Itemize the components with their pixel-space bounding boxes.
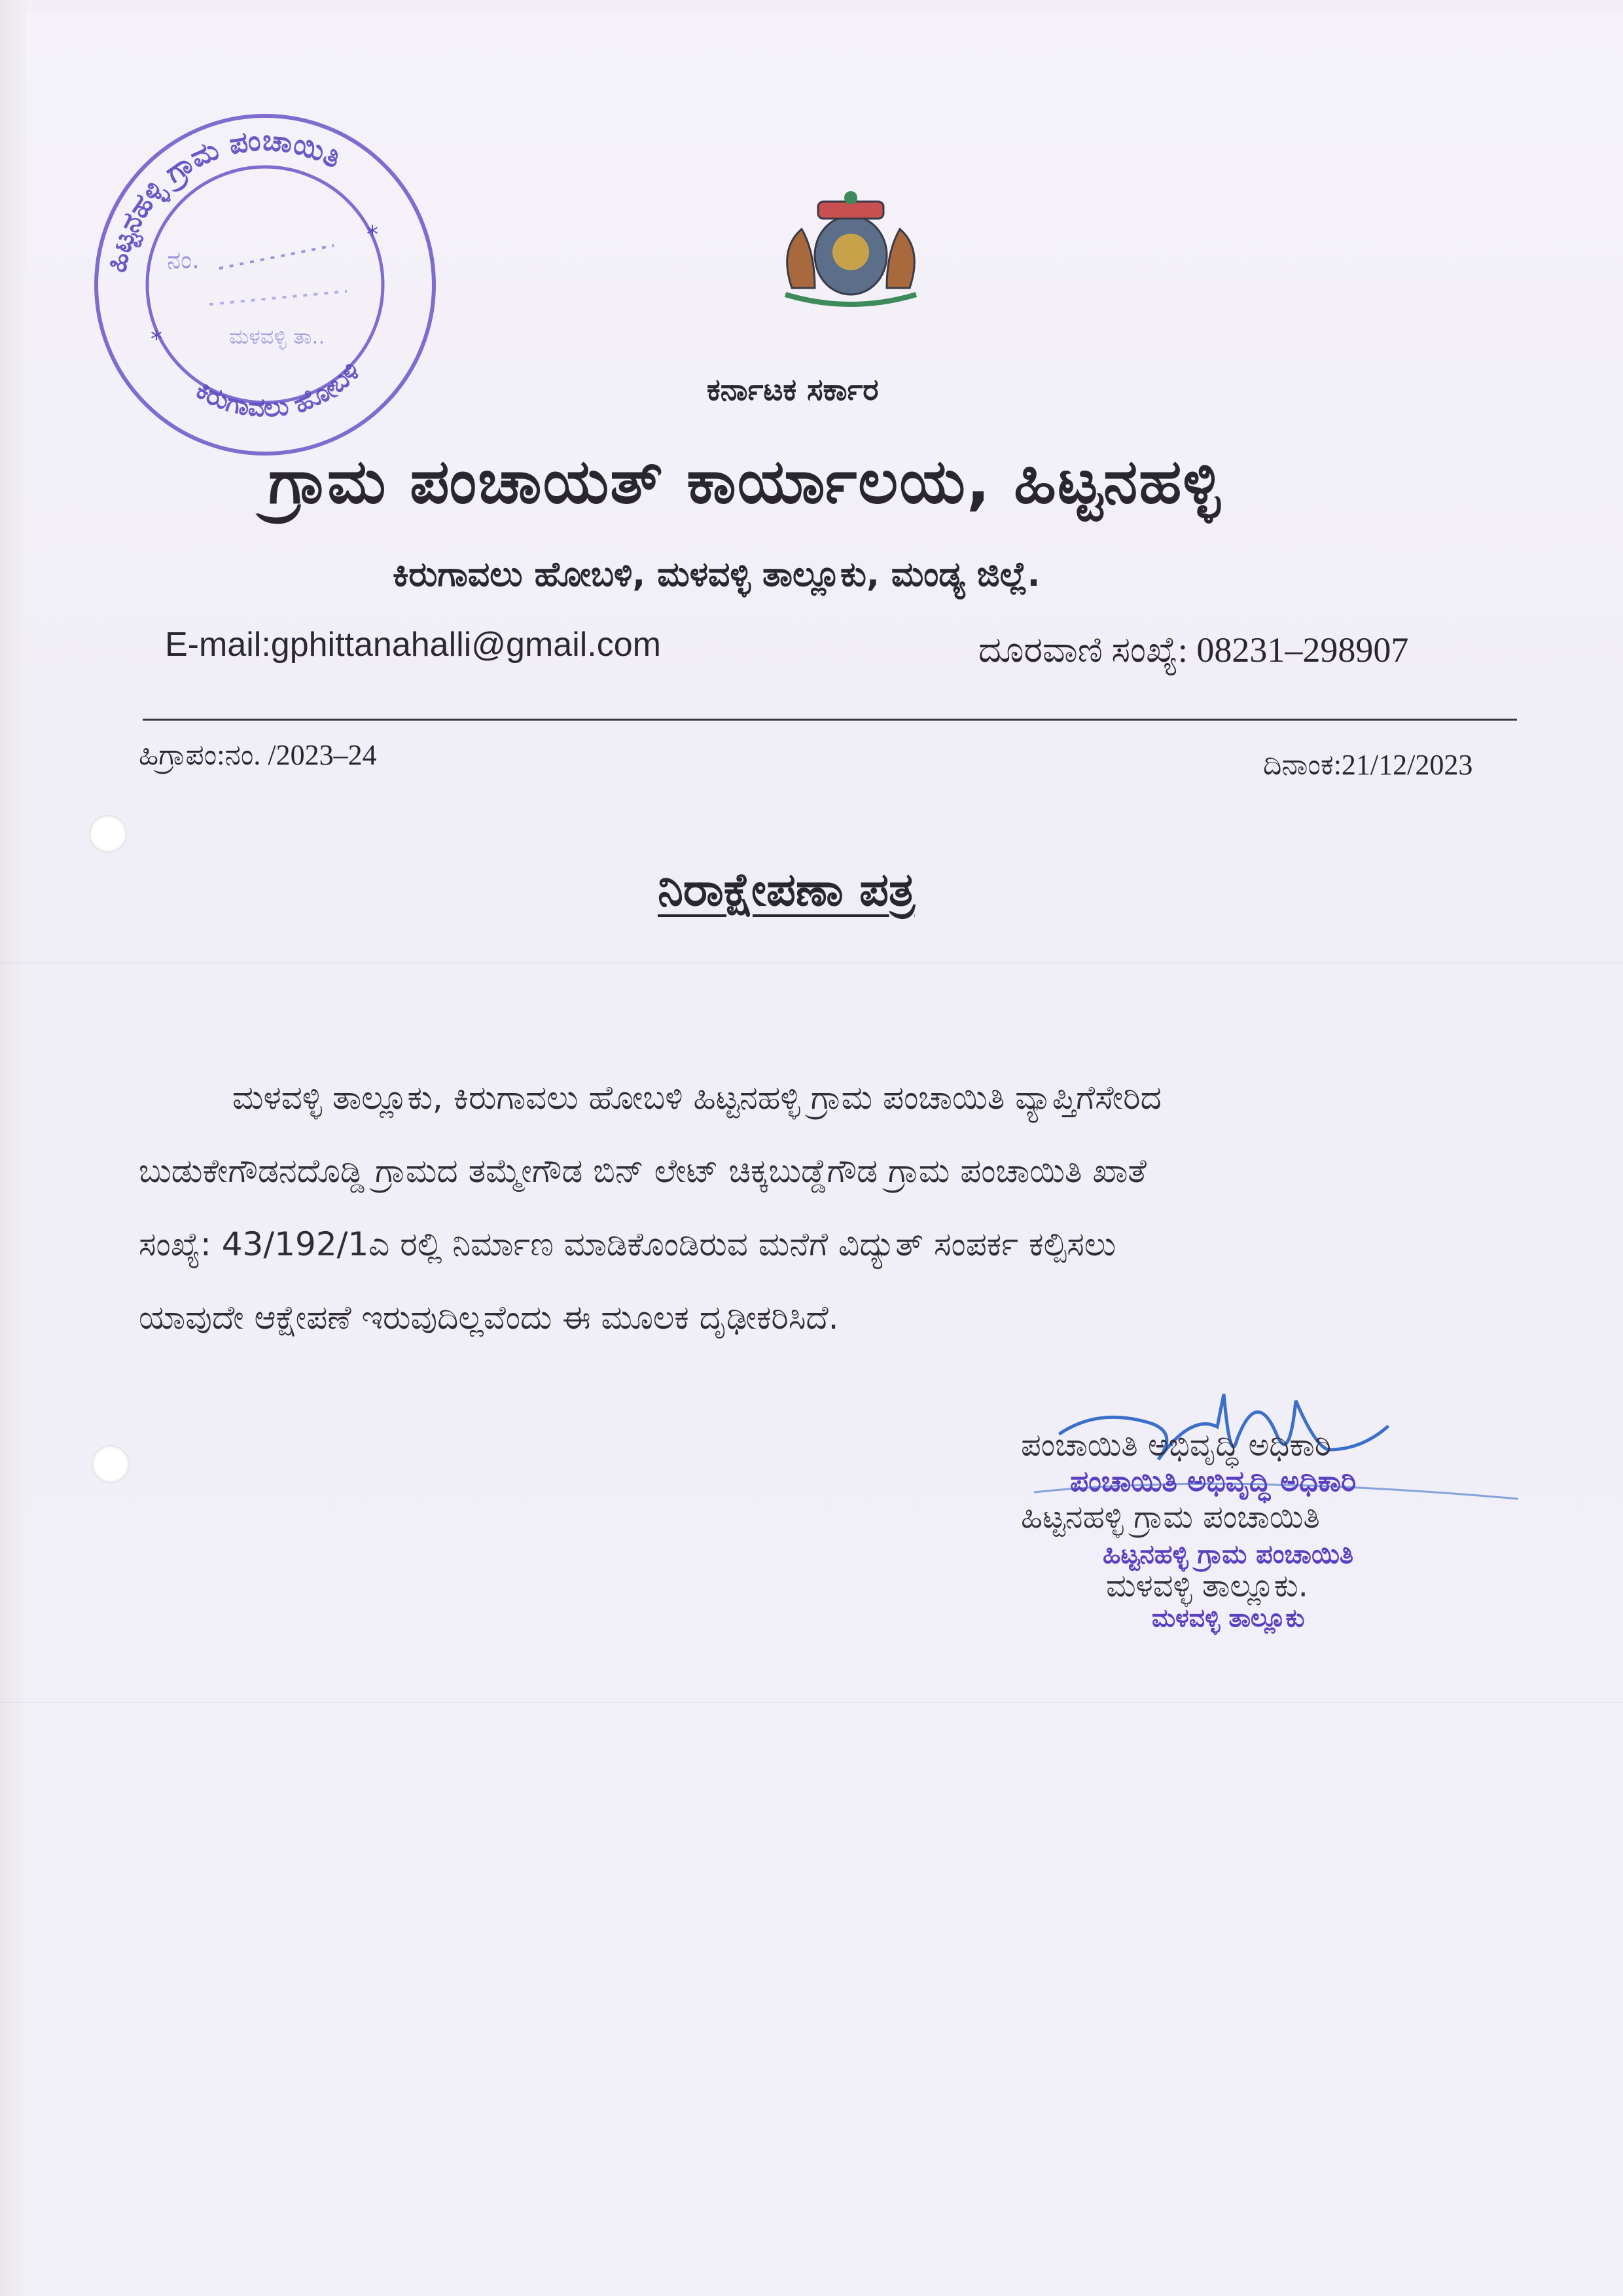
- svg-text:ಕಿರುಗಾವಲು ಹೋಬಳಿ: [190, 356, 366, 423]
- stamp-inner-no: ನಂ.: [167, 245, 200, 274]
- office-round-stamp: [79, 95, 452, 461]
- office-address: ಕಿರುಗಾವಲು ಹೋಬಳಿ, ಮಳವಳ್ಳಿ ತಾಲ್ಲೂಕು, ಮಂಡ್ಯ ಜಿಲ್ಲೆ.: [393, 555, 1041, 594]
- svg-text:ಹಿಟ್ಟನಹಳ್ಳಿ ಗ್ರಾಮ ಪಂಚಾಯಿತಿ: [99, 124, 346, 275]
- government-heading: ಕರ್ನಾಟಕ ಸರ್ಕಾರ: [707, 372, 879, 407]
- signatory-office: ಹಿಟ್ಟನಹಳ್ಳಿ ಗ್ರಾಮ ಪಂಚಾಯಿತಿ: [1021, 1499, 1320, 1535]
- stamp-inner-line: ಮಳವಳ್ಳಿ ತಾ..: [229, 324, 325, 349]
- seal-stamp-line: ಹಿಟ್ಟನಹಳ್ಳಿ ಗ್ರಾಮ ಪಂಚಾಯಿತಿ: [1103, 1539, 1354, 1570]
- round-stamp-seal: [79, 95, 452, 461]
- body-line: ಬುಡುಕೇಗೌಡನದೊಡ್ಡಿ ಗ್ರಾಮದ ತಮ್ಮೇಗೌಡ ಬಿನ್ ಲೇಟ್ ಚಿಕ್ಕಬುಡ್ಡೆಗೌಡ ಗ್ರಾಮ ಪಂಚಾಯಿತಿ ಖಾತೆ: [139, 1152, 1147, 1190]
- office-email: E-mail:gphittanahalli@gmail.com: [165, 626, 661, 664]
- fold-crease: [0, 962, 1623, 963]
- fold-crease: [0, 1702, 1623, 1703]
- stamp-ring-bottom-text: ಕಿರುಗಾವಲು ಹೋಬಳಿ: [190, 356, 366, 424]
- seal-stamp-line: ಮಳವಳ್ಳಿ ತಾಲ್ಲೂಕು: [1152, 1604, 1305, 1632]
- star-icon: *: [366, 221, 378, 248]
- body-line: ಮಳವಳ್ಳಿ ತಾಲ್ಲೂಕು, ಕಿರುಗಾವಲು ಹೋಬಳಿ ಹಿಟ್ಟನಹಳ್ಳಿ ಗ್ರಾಮ ಪಂಚಾಯಿತಿ ವ್ಯಾಪ್ತಿಗೆಸೇರಿದ: [232, 1079, 1162, 1117]
- signatory-taluk: ಮಳವಳ್ಳಿ ತಾಲ್ಲೂಕು.: [1106, 1568, 1308, 1604]
- stamp-ring-top-text: ಹಿಟ್ಟನಹಳ್ಳಿ ಗ್ರಾಮ ಪಂಚಾಯಿತಿ: [99, 124, 347, 276]
- office-phone: ದೂರವಾಣಿ ಸಂಖ್ಯೆ: 08231–298907: [978, 630, 1409, 670]
- star-icon: *: [151, 326, 162, 353]
- reference-number: ಹಿಗ್ರಾಪಂ:ನಂ. /2023–24: [139, 739, 377, 771]
- body-line: ಯಾವುದೇ ಆಕ್ಷೇಪಣೆ ಇರುವುದಿಲ್ಲವೆಂದು ಈ ಮೂಲಕ ದೃಢೀಕರಿಸಿದೆ.: [139, 1299, 839, 1336]
- signatory-designation: ಪಂಚಾಯಿತಿ ಅಭಿವೃದ್ಧಿ ಅಧಿಕಾರಿ: [1021, 1427, 1332, 1463]
- letter-date: ದಿನಾಂಕ:21/12/2023: [1263, 749, 1473, 781]
- header-divider: [143, 719, 1517, 721]
- office-title: ಗ್ರಾಮ ಪಂಚಾಯತ್ ಕಾರ್ಯಾಲಯ, ಹಿಟ್ಟನಹಳ್ಳಿ: [268, 446, 1222, 518]
- body-line: ಸಂಖ್ಯೆ: 43/192/1ಎ ರಲ್ಲಿ ನಿರ್ಮಾಣ ಮಾಡಿಕೊಂಡಿರುವ ಮನೆಗೆ ವಿದ್ಯುತ್ ಸಂಪರ್ಕ ಕಲ್ಪಿಸಲು: [139, 1225, 1116, 1263]
- karnataka-emblem-icon: [766, 190, 936, 311]
- letter-title: ನಿರಾಕ್ಷೇಪಣಾ ಪತ್ರ: [658, 863, 915, 916]
- punch-hole: [92, 1445, 130, 1483]
- seal-stamp-line: ಪಂಚಾಯಿತಿ ಅಭಿವೃದ್ಧಿ ಅಧಿಕಾರಿ: [1070, 1465, 1357, 1498]
- punch-hole: [89, 815, 127, 853]
- signature-block: [1021, 1388, 1558, 1662]
